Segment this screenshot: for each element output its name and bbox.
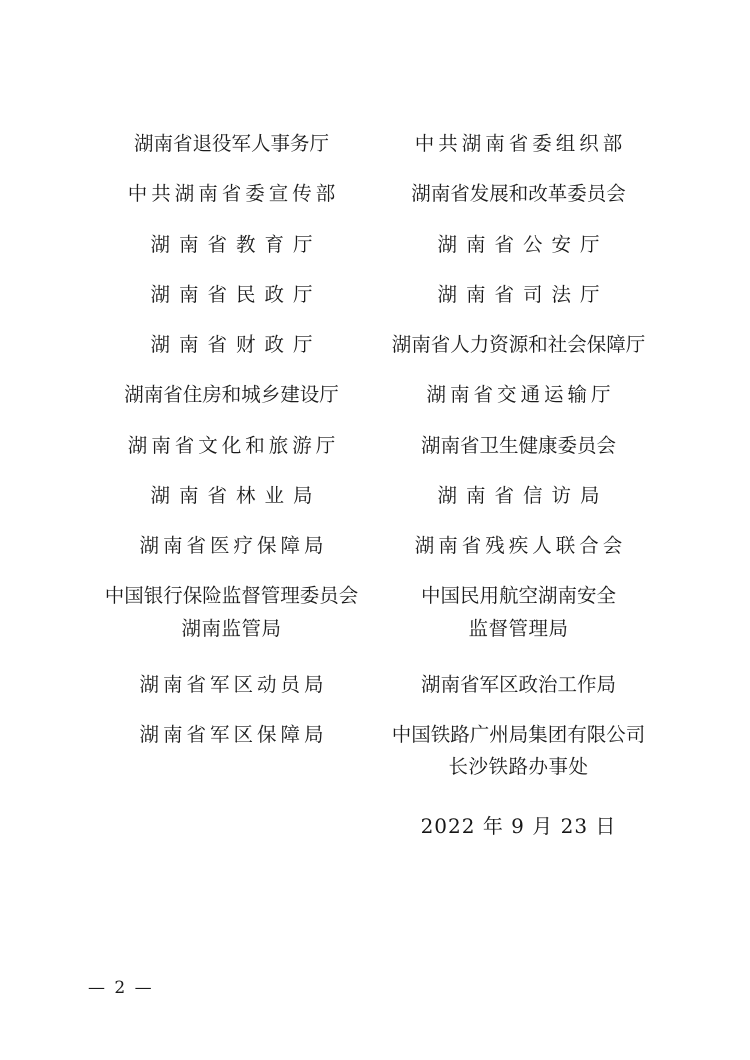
- signatory-right: 湖南省卫生健康委员会: [420, 433, 616, 457]
- signatory-right: 湖南省残疾人联合会: [414, 534, 627, 558]
- signatory-line2: 湖南监管局: [181, 616, 282, 640]
- signatory-left: 中共湖南省委宣传部: [127, 182, 340, 206]
- signatory-left: 湖南省住房和城乡建设厅: [124, 383, 339, 407]
- date-spacer: [88, 810, 375, 839]
- signature-row: [88, 180, 662, 208]
- signatory-left: 湖南省文化和旅游厅: [127, 433, 340, 457]
- signature-block: [88, 130, 662, 839]
- signatory-left: 湖南省军区动员局: [139, 672, 328, 696]
- page-number: — 2 —: [88, 978, 154, 998]
- signatory-right: 湖南省信访局: [437, 483, 609, 507]
- signatory-left: 湖南省林业局: [150, 483, 322, 507]
- signatory-left: 湖南省教育厅: [150, 232, 322, 256]
- document-date: 2022 年 9 月 23 日: [420, 813, 617, 838]
- signatory-right: 湖南省发展和改革委员会: [411, 182, 626, 206]
- signatory-line1: 中国民用航空湖南安全: [420, 584, 616, 608]
- signatory-right: 湖南省公安厅: [437, 232, 609, 256]
- signature-row: [88, 721, 662, 782]
- signatory-left: [88, 582, 375, 643]
- date-row: [88, 810, 662, 839]
- signatory-left: 湖南省退役军人事务厅: [133, 132, 329, 155]
- signature-row: [88, 482, 662, 510]
- signatory-right: 中共湖南省委组织部: [414, 132, 627, 155]
- signature-row: [88, 671, 662, 699]
- signature-row: [88, 532, 662, 560]
- signature-row: [88, 582, 662, 643]
- signatory-line1: 中国铁路广州局集团有限公司: [391, 723, 646, 747]
- signatory-right: [375, 582, 662, 643]
- signatory-line1: 中国银行保险监督管理委员会: [104, 584, 359, 608]
- signature-row: [88, 331, 662, 359]
- signatory-right: [375, 721, 662, 782]
- signature-row: [88, 432, 662, 460]
- signatory-right: 湖南省司法厅: [437, 282, 609, 306]
- signatory-left: 湖南省民政厅: [150, 282, 322, 306]
- signatory-right: 湖南省人力资源和社会保障厅: [391, 333, 646, 357]
- signatory-right: 湖南省交通运输厅: [426, 383, 615, 407]
- signature-row: [88, 231, 662, 259]
- signature-row: [88, 130, 662, 158]
- signatory-line2: 长沙铁路办事处: [448, 755, 589, 779]
- signatory-line2: 监督管理局: [468, 616, 569, 640]
- signatory-right: 湖南省军区政治工作局: [420, 672, 616, 696]
- signatory-left: 湖南省军区保障局: [139, 723, 328, 747]
- signature-row: [88, 381, 662, 409]
- signature-row: [88, 281, 662, 309]
- signatory-left: 湖南省财政厅: [150, 333, 322, 357]
- signatory-left: 湖南省医疗保障局: [139, 534, 328, 558]
